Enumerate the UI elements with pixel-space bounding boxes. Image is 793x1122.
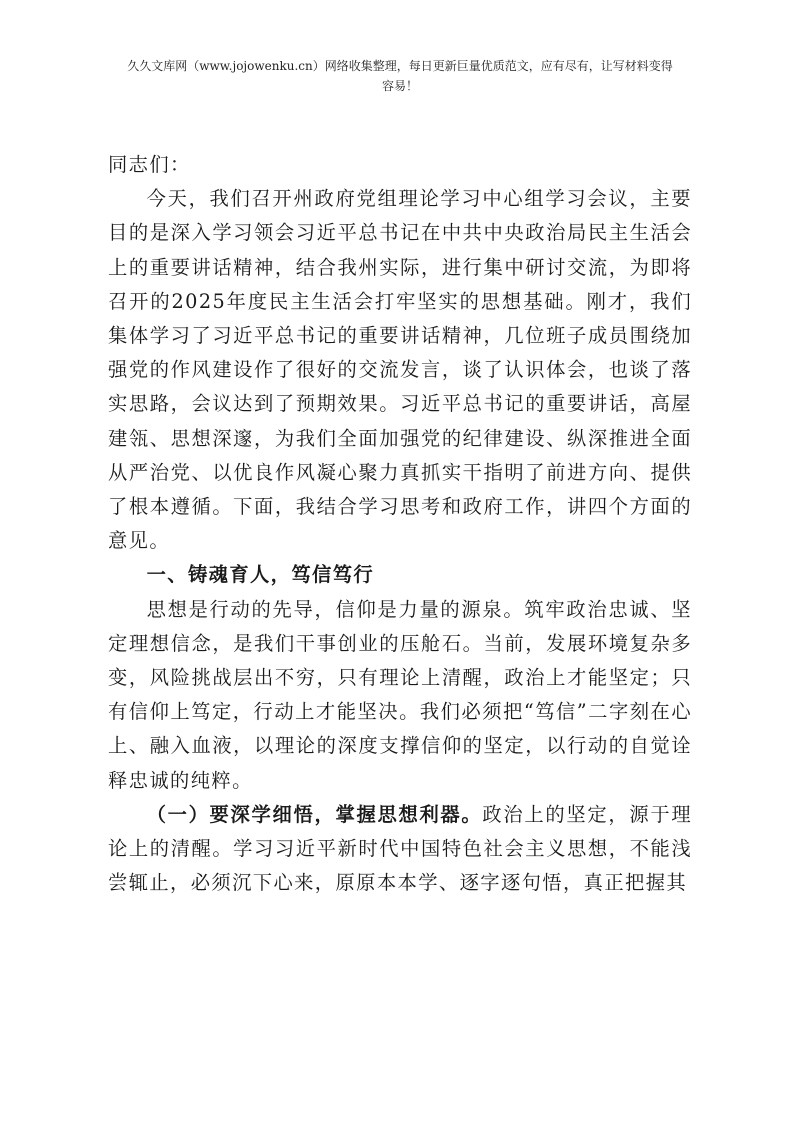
subsection-1-lead: （一）要深学细悟，掌握思想利器。 <box>146 802 483 826</box>
subsection-1-text: 政治上的坚定，源于理论上的清醒。学习习近平新时代中国特色社会主义思想，不能浅尝辄止，必须沉下心来，原原本本学、逐字逐句悟，真正把握其 <box>108 802 693 895</box>
document-body <box>108 148 692 900</box>
header-line-1: 久久文库网（www.jojowenku.cn）网络收集整理，每日更新巨量优质范文，应有尽有，让写材料变得 <box>127 59 673 73</box>
header-line-2: 容易！ <box>381 79 418 93</box>
paragraph-intro: 今天，我们召开州政府党组理论学习中心组学习会议，主要目的是深入学习领会习近平总书记在中共中央政治局民主生活会上的重要讲话精神，结合我州实际，进行集中研讨交流，为即将召开的2025年度民主生活会打牢坚实的思想基础。刚才，我们集体学习了习近平总书记的重要讲话精神，几位班子成员围绕加强党的作风建设作了很好的交流发言，谈了认识体会，也谈了落实思路，会议达到了预期效果。习近平总书记的重要讲话，高屋建瓴、思想深邃，为我们全面加强党的纪律建设、纵深推进全面从严治党、以优良作风凝心聚力真抓实干指明了前进方向、提供了根本遵循。下面，我结合学习思考和政府工作，讲四个方面的意见。 <box>108 187 692 553</box>
salutation: 同志们： <box>108 153 191 176</box>
paragraph-subsection1 <box>108 798 692 901</box>
section-heading-1: 一、铸魂育人，笃信笃行 <box>146 563 375 587</box>
page-header <box>100 56 700 96</box>
paragraph-section1: 思想是行动的先导，信仰是力量的源泉。筑牢政治忠诚、坚定理想信念，是我们干事创业的压舱石。当前，发展环境复杂多变，风险挑战层出不穷，只有理论上清醒，政治上才能坚定；只有信仰上笃定，行动上才能坚决。我们必须把“笃信”二字刻在心上、融入血液，以理论的深度支撑信仰的坚定，以行动的自觉诠释忠诚的纯粹。 <box>108 597 692 792</box>
